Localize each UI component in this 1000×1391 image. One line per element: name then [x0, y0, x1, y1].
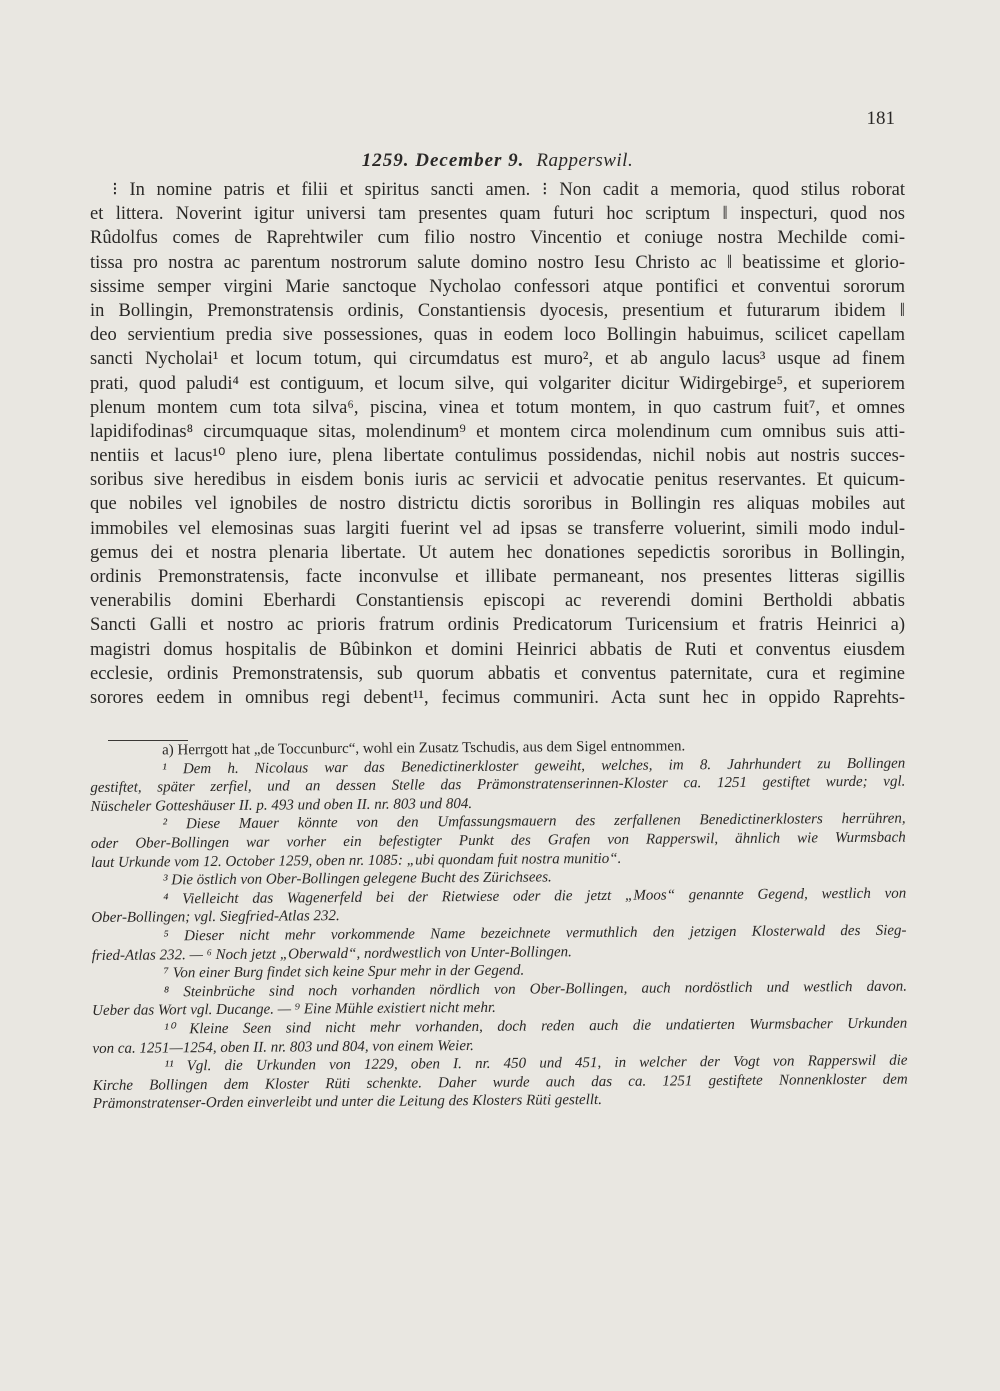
footnote-line: ⁷ Von einer Burg findet sich keine Spur mehr in der Gegend. [163, 962, 525, 982]
footnote-line: ¹⁰ Kleine Seen sind nicht mehr vorhanden, doch reden auch die undatierten Wurmsbacher Urkunden [164, 1015, 908, 1038]
text-line: sancti Nycholai¹ et locum totum, qui circumdatus est muro², et ab angulo lacus³ usque ad finem [90, 349, 905, 370]
text-line: soribus sive heredibus in eisdem bonis iuris ac servicii et advocatie penitus reservantes. Et quicum- [90, 470, 905, 491]
charter-place: Rapperswil. [536, 150, 634, 171]
footnote-line: ⁴ Vielleicht das Wagenerfeld bei der Rietwiese oder die jetzt „Moos“ genannte Gegend, westlich von [163, 885, 907, 908]
text-line: tissa pro nostra ac parentum nostrorum salute domino nostro Iesu Christo ac ‖ beatissime et glorio- [90, 252, 905, 273]
text-line: ⁝ In nomine patris et filii et spiritus sancti amen. ⁝ Non cadit a memoria, quod stilus roborat [112, 180, 905, 200]
footnote-line: ¹¹ Vgl. die Urkunden von 1229, oben I. nr. 450 und 451, in welcher der Vogt von Rapperswil die [164, 1052, 908, 1075]
text-line: et littera. Noverint igitur universi tam presentes quam futuri hoc scriptum ‖ inspecturi, quod nos [90, 204, 905, 225]
text-line: gemus dei et nostra plenaria libertate. Ut autem hec donationes sepedictis sororibus in Bollingin, [90, 542, 905, 563]
footnote-line: a) Herrgott hat „de Toccunburc“, wohl ein Zusatz Tschudis, aus dem Sigel entnommen. [162, 738, 686, 759]
page-number: 181 [866, 108, 895, 129]
footnote-line: ² Diese Mauer könnte von den Umfassungsmauern des zerfallenen Benedictinerklosters herrühren, [162, 810, 906, 833]
footnote-line: ⁵ Dieser nicht mehr vorkommende Name bezeichnete vermuthlich den jetzigen Klosterwald des Sieg- [163, 922, 907, 945]
text-line: ecclesie, ordinis Premonstratensis, sub quorum abbatis et conventus paternitate, cura et regimine [90, 663, 905, 684]
footnote-line: laut Urkunde vom 12. October 1259, oben nr. 1085: „ubi quondam fuit nostra munitio“. [90, 850, 622, 871]
footnote-line: Ober-Bollingen; vgl. Siegfried-Atlas 232. [91, 908, 340, 927]
charter-text [90, 178, 905, 710]
footnote-line: ³ Die östlich von Ober-Bollingen gelegene Bucht des Zürichsees. [163, 869, 552, 889]
text-line: immobiles vel elemosinas suas largiti fuerint vel ad ipsas se transferre voluerint, simili modo indul- [90, 518, 905, 539]
text-line: nentiis et lacus¹⁰ pleno iure, plena libertate contulimus possidendas, nichil nobis aut nostris succes- [90, 446, 905, 467]
text-line: magistri domus hospitalis de Bûbinkon et domini Heinrici abbatis de Ruti et conventus eiusdem [90, 639, 905, 660]
text-line: sorores eedem in omnibus regi debent¹¹, fecimus communiri. Acta sunt hec in oppido Raprehts- [90, 687, 905, 708]
text-line: plenum montem cum tota silva⁶, piscina, vinea et totum montem, in quo castrum fuit⁷, et omnes [90, 397, 905, 418]
text-line: ordinis Premonstratensis, facte inconvulse et illibate permaneant, nos presentes litteras sigillis [90, 567, 905, 587]
text-line: prati, quod paludi⁴ est contiguum, et locum silve, qui volgariter dicitur Widirgebirge⁵, et superiorem [90, 373, 905, 394]
footnote-line: fried-Atlas 232. — ⁶ Noch jetzt „Oberwald“, nordwestlich von Unter-Bollingen. [91, 943, 572, 964]
footnote-line: Kirche Bollingen dem Kloster Rüti schenkte. Daher wurde auch das ca. 1251 gestiftete Nonnenkloster dem [92, 1071, 908, 1094]
text-line: venerabilis domini Eberhardi Constantiensis episcopi ac reverendi domini Bertholdi abbatis [90, 591, 905, 612]
charter-date: 1259. December 9. [361, 150, 525, 171]
text-line: deo servientium predia sive possessiones, quas in eodem loco Bollingin habuimus, scilicet capellam [90, 325, 905, 346]
footnotes [90, 736, 908, 1114]
charter-heading [90, 150, 905, 172]
footnote-line: Nüscheler Gotteshäuser II. p. 493 und oben II. nr. 803 und 804. [90, 795, 473, 815]
text-line: Rûdolfus comes de Raprehtwiler cum filio nostro Vincentio et coniuge nostra Mechilde comi- [90, 228, 905, 249]
footnote-line: Ueber das Wort vgl. Ducange. — ⁹ Eine Mühle existiert nicht mehr. [92, 1000, 496, 1020]
footnote-line: gestiftet, später zerfiel, und an dessen Stelle das Prämonstratenserinnen-Kloster ca. 1251 gestiftet wurde; vgl. [90, 773, 906, 797]
footnote-line: ¹ Dem h. Nicolaus war das Benedictinerkloster geweiht, welches, im 8. Jahrhundert zu Bollingen [162, 755, 906, 778]
footnote-line: von ca. 1251—1254, oben II. nr. 803 und 804, von einem Weier. [92, 1037, 474, 1057]
text-line: Sancti Galli et nostro ac prioris fratrum ordinis Predicatorum Turicensium et fratris Heinrici a) [90, 615, 905, 636]
footnote-line: ⁸ Steinbrüche sind noch vorhanden nördlich von Ober-Bollingen, auch nordöstlich und westlich davon. [163, 978, 908, 1001]
footnote-line: Prämonstratenser-Orden einverleibt und unter die Leitung des Klosters Rüti gestellt. [92, 1092, 602, 1113]
text-line: lapidifodinas⁸ circumquaque sitas, molendinum⁹ et montem circa molendinum cum omnibus suis atti- [90, 421, 905, 442]
footnote-line: oder Ober-Bollingen war vorher ein befestigter Punkt des Grafen von Rapperswil, ähnlich wie Wurmsbach [90, 829, 906, 852]
text-line: in Bollingin, Premonstratensis ordinis, Constantiensis dyocesis, presentium et futurarum ibidem ‖ [90, 300, 905, 321]
text-line: que nobiles vel ignobiles de nostro districtu dictis sororibus in Bollingin res aliquas mobiles aut [90, 494, 905, 515]
text-line: sissime semper virgini Marie sanctoque Nycholao confessori atque pontifici et conventui sororum [90, 276, 905, 297]
